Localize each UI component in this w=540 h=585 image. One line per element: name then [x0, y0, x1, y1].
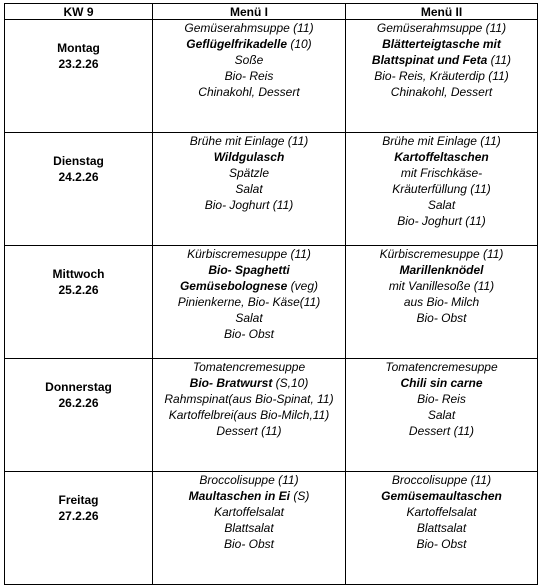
dish-text: Salat: [235, 311, 263, 325]
dish-text: Tomatencremesuppe: [192, 360, 306, 374]
menu-line: [153, 536, 345, 552]
menu-line: [346, 246, 537, 262]
menu-line: [346, 68, 537, 84]
menu-line: [153, 181, 345, 197]
main-dish: Gemüsemaultaschen: [381, 489, 502, 503]
dish-text: Rahmspinat(aus Bio-Spinat, 11): [164, 392, 334, 406]
dish-text: Brühe mit Einlage (11): [382, 134, 501, 148]
menu1-cell: [153, 246, 346, 359]
dish-text: Salat: [427, 408, 456, 422]
dish-text: Dessert (11): [216, 424, 282, 438]
dish-text: Salat: [235, 182, 263, 196]
dish-text: Broccolisuppe (11): [391, 473, 492, 487]
menu-line: [346, 197, 537, 213]
day-row-dienstag: [5, 133, 538, 246]
day-row-mittwoch: [5, 246, 538, 359]
menu-line: [153, 197, 345, 213]
menu-line: [153, 36, 345, 52]
main-dish: Chili sin carne: [400, 376, 483, 390]
dish-text: Bio- Joghurt (11): [204, 198, 294, 212]
menu-line: [346, 213, 537, 229]
menu-line: [153, 20, 345, 36]
dish-text: Gemüserahmsuppe (11): [376, 21, 507, 35]
main-dish: Wildgulasch: [213, 150, 285, 164]
main-dish: Bio- Bratwurst: [189, 376, 273, 390]
menu-line: [346, 407, 537, 423]
day-date: 27.2.26: [58, 509, 99, 523]
dish-text: Kräuterfüllung (11): [392, 182, 491, 196]
menu-line: [153, 246, 345, 262]
menu-line: [153, 52, 345, 68]
dish-text: Pinienkerne, Bio- Käse(11): [177, 295, 321, 309]
dish-text: Chinakohl, Dessert: [198, 85, 300, 99]
menu1-cell: [153, 133, 346, 246]
menu1-cell: [153, 359, 346, 472]
menu-line: [346, 165, 537, 181]
menu-line: [346, 472, 537, 488]
dish-text: Bio- Reis, Kräuterdip (11): [374, 69, 509, 83]
menu-line: [346, 133, 537, 149]
dish-text: mit Vanillesoße (11): [388, 279, 495, 293]
menu-line: [153, 504, 345, 520]
menu-line: [153, 262, 345, 278]
dish-text: Kartoffelsalat: [213, 505, 285, 519]
menu-line: [153, 326, 345, 342]
menu-line: [346, 52, 537, 68]
menu-line: [153, 149, 345, 165]
day-date: 23.2.26: [58, 57, 99, 71]
menu-line: [346, 520, 537, 536]
main-dish: Geflügelfrikadelle: [186, 37, 287, 51]
menu2-cell: [346, 472, 538, 585]
menu-line: [153, 278, 345, 294]
dish-text: Kürbiscremesuppe (11): [379, 247, 504, 261]
dish-text: Kartoffelbrei(aus Bio-Milch,11): [168, 408, 330, 422]
dish-text: Bio- Reis: [417, 392, 466, 406]
day-row-donnerstag: [5, 359, 538, 472]
menu-line: [346, 278, 537, 294]
menu-line: [153, 520, 345, 536]
menu-line: [153, 294, 345, 310]
dish-text: Bio- Joghurt (11): [397, 214, 486, 228]
dish-text: Bio- Obst: [416, 311, 467, 325]
menu-line: [346, 20, 537, 36]
menu-line: [153, 488, 345, 504]
day-cell: [5, 472, 153, 585]
menu-line: [153, 359, 345, 375]
menu-line: [346, 359, 537, 375]
dish-text: Chinakohl, Dessert: [390, 85, 493, 99]
dish-text: Bio- Obst: [223, 537, 274, 551]
menu-line: [153, 310, 345, 326]
menu-line: [346, 423, 537, 439]
day-cell: [5, 246, 153, 359]
dish-text: Tomatencremesuppe: [385, 360, 498, 374]
day-cell: [5, 133, 153, 246]
menu-line: [346, 36, 537, 52]
menu-line: [153, 472, 345, 488]
menu1-cell: [153, 472, 346, 585]
header-row: [5, 4, 538, 20]
dish-text: mit Frischkäse-: [400, 166, 483, 180]
main-dish: Blätterteigtasche mit: [382, 37, 501, 51]
allergen-note: (10): [287, 37, 312, 51]
menu-line: [346, 375, 537, 391]
dish-text: Bio- Obst: [223, 327, 274, 341]
main-dish: Maultaschen in Ei: [188, 489, 290, 503]
allergen-note: (S): [290, 489, 310, 503]
menu1-header: Menü I: [153, 4, 346, 20]
dish-text: Bio- Obst: [416, 537, 467, 551]
dish-text: Spätzle: [228, 166, 270, 180]
dish-text: Salat: [427, 198, 456, 212]
dish-text: Kartoffelsalat: [406, 505, 477, 519]
dish-text: Soße: [234, 53, 264, 67]
dish-text: Blattsalat: [416, 521, 467, 535]
dish-text: Dessert (11): [408, 424, 475, 438]
dish-text: Blattsalat: [224, 521, 274, 535]
dish-text: Bio- Reis: [224, 69, 274, 83]
day-date: 24.2.26: [58, 170, 99, 184]
menu-line: [346, 488, 537, 504]
day-row-montag: [5, 20, 538, 133]
day-row-freitag: [5, 472, 538, 585]
day-name: Mittwoch: [52, 267, 105, 281]
menu-line: [153, 84, 345, 100]
menu2-cell: [346, 246, 538, 359]
menu-line: [346, 294, 537, 310]
menu-line: [153, 68, 345, 84]
menu2-cell: [346, 20, 538, 133]
main-dish: Gemüsebolognese: [179, 279, 288, 293]
allergen-note: (11): [487, 53, 512, 67]
day-name: Montag: [57, 41, 100, 55]
menu2-header: Menü II: [346, 4, 538, 20]
menu2-cell: [346, 359, 538, 472]
menu-line: [153, 407, 345, 423]
menu-line: [153, 423, 345, 439]
allergen-note: (veg): [287, 279, 319, 293]
weekly-menu-table: [4, 3, 538, 585]
main-dish: Bio- Spaghetti: [208, 263, 290, 277]
menu-line: [153, 375, 345, 391]
main-dish: Kartoffeltaschen: [394, 150, 489, 164]
menu-rows: [5, 20, 538, 585]
menu-line: [346, 84, 537, 100]
day-cell: [5, 359, 153, 472]
menu-line: [346, 536, 537, 552]
menu-line: [346, 149, 537, 165]
menu-line: [346, 310, 537, 326]
menu-line: [346, 181, 537, 197]
allergen-note: (S,10): [272, 376, 309, 390]
day-name: Donnerstag: [45, 380, 112, 394]
menu-line: [346, 391, 537, 407]
main-dish: Blattspinat und Feta: [371, 53, 488, 67]
menu-line: [153, 133, 345, 149]
day-name: Freitag: [58, 493, 99, 507]
day-date: 26.2.26: [58, 396, 99, 410]
menu1-cell: [153, 20, 346, 133]
main-dish: Marillenknödel: [399, 263, 484, 277]
menu-line: [153, 391, 345, 407]
dish-text: Gemüserahmsuppe (11): [184, 21, 314, 35]
week-header: KW 9: [5, 4, 153, 20]
menu2-cell: [346, 133, 538, 246]
day-cell: [5, 20, 153, 133]
day-date: 25.2.26: [58, 283, 99, 297]
menu-line: [346, 504, 537, 520]
dish-text: Brühe mit Einlage (11): [189, 134, 309, 148]
dish-text: Broccolisuppe (11): [199, 473, 299, 487]
day-name: Dienstag: [53, 154, 104, 168]
dish-text: aus Bio- Milch: [403, 295, 480, 309]
menu-line: [346, 262, 537, 278]
menu-line: [153, 165, 345, 181]
dish-text: Kürbiscremesuppe (11): [187, 247, 311, 261]
